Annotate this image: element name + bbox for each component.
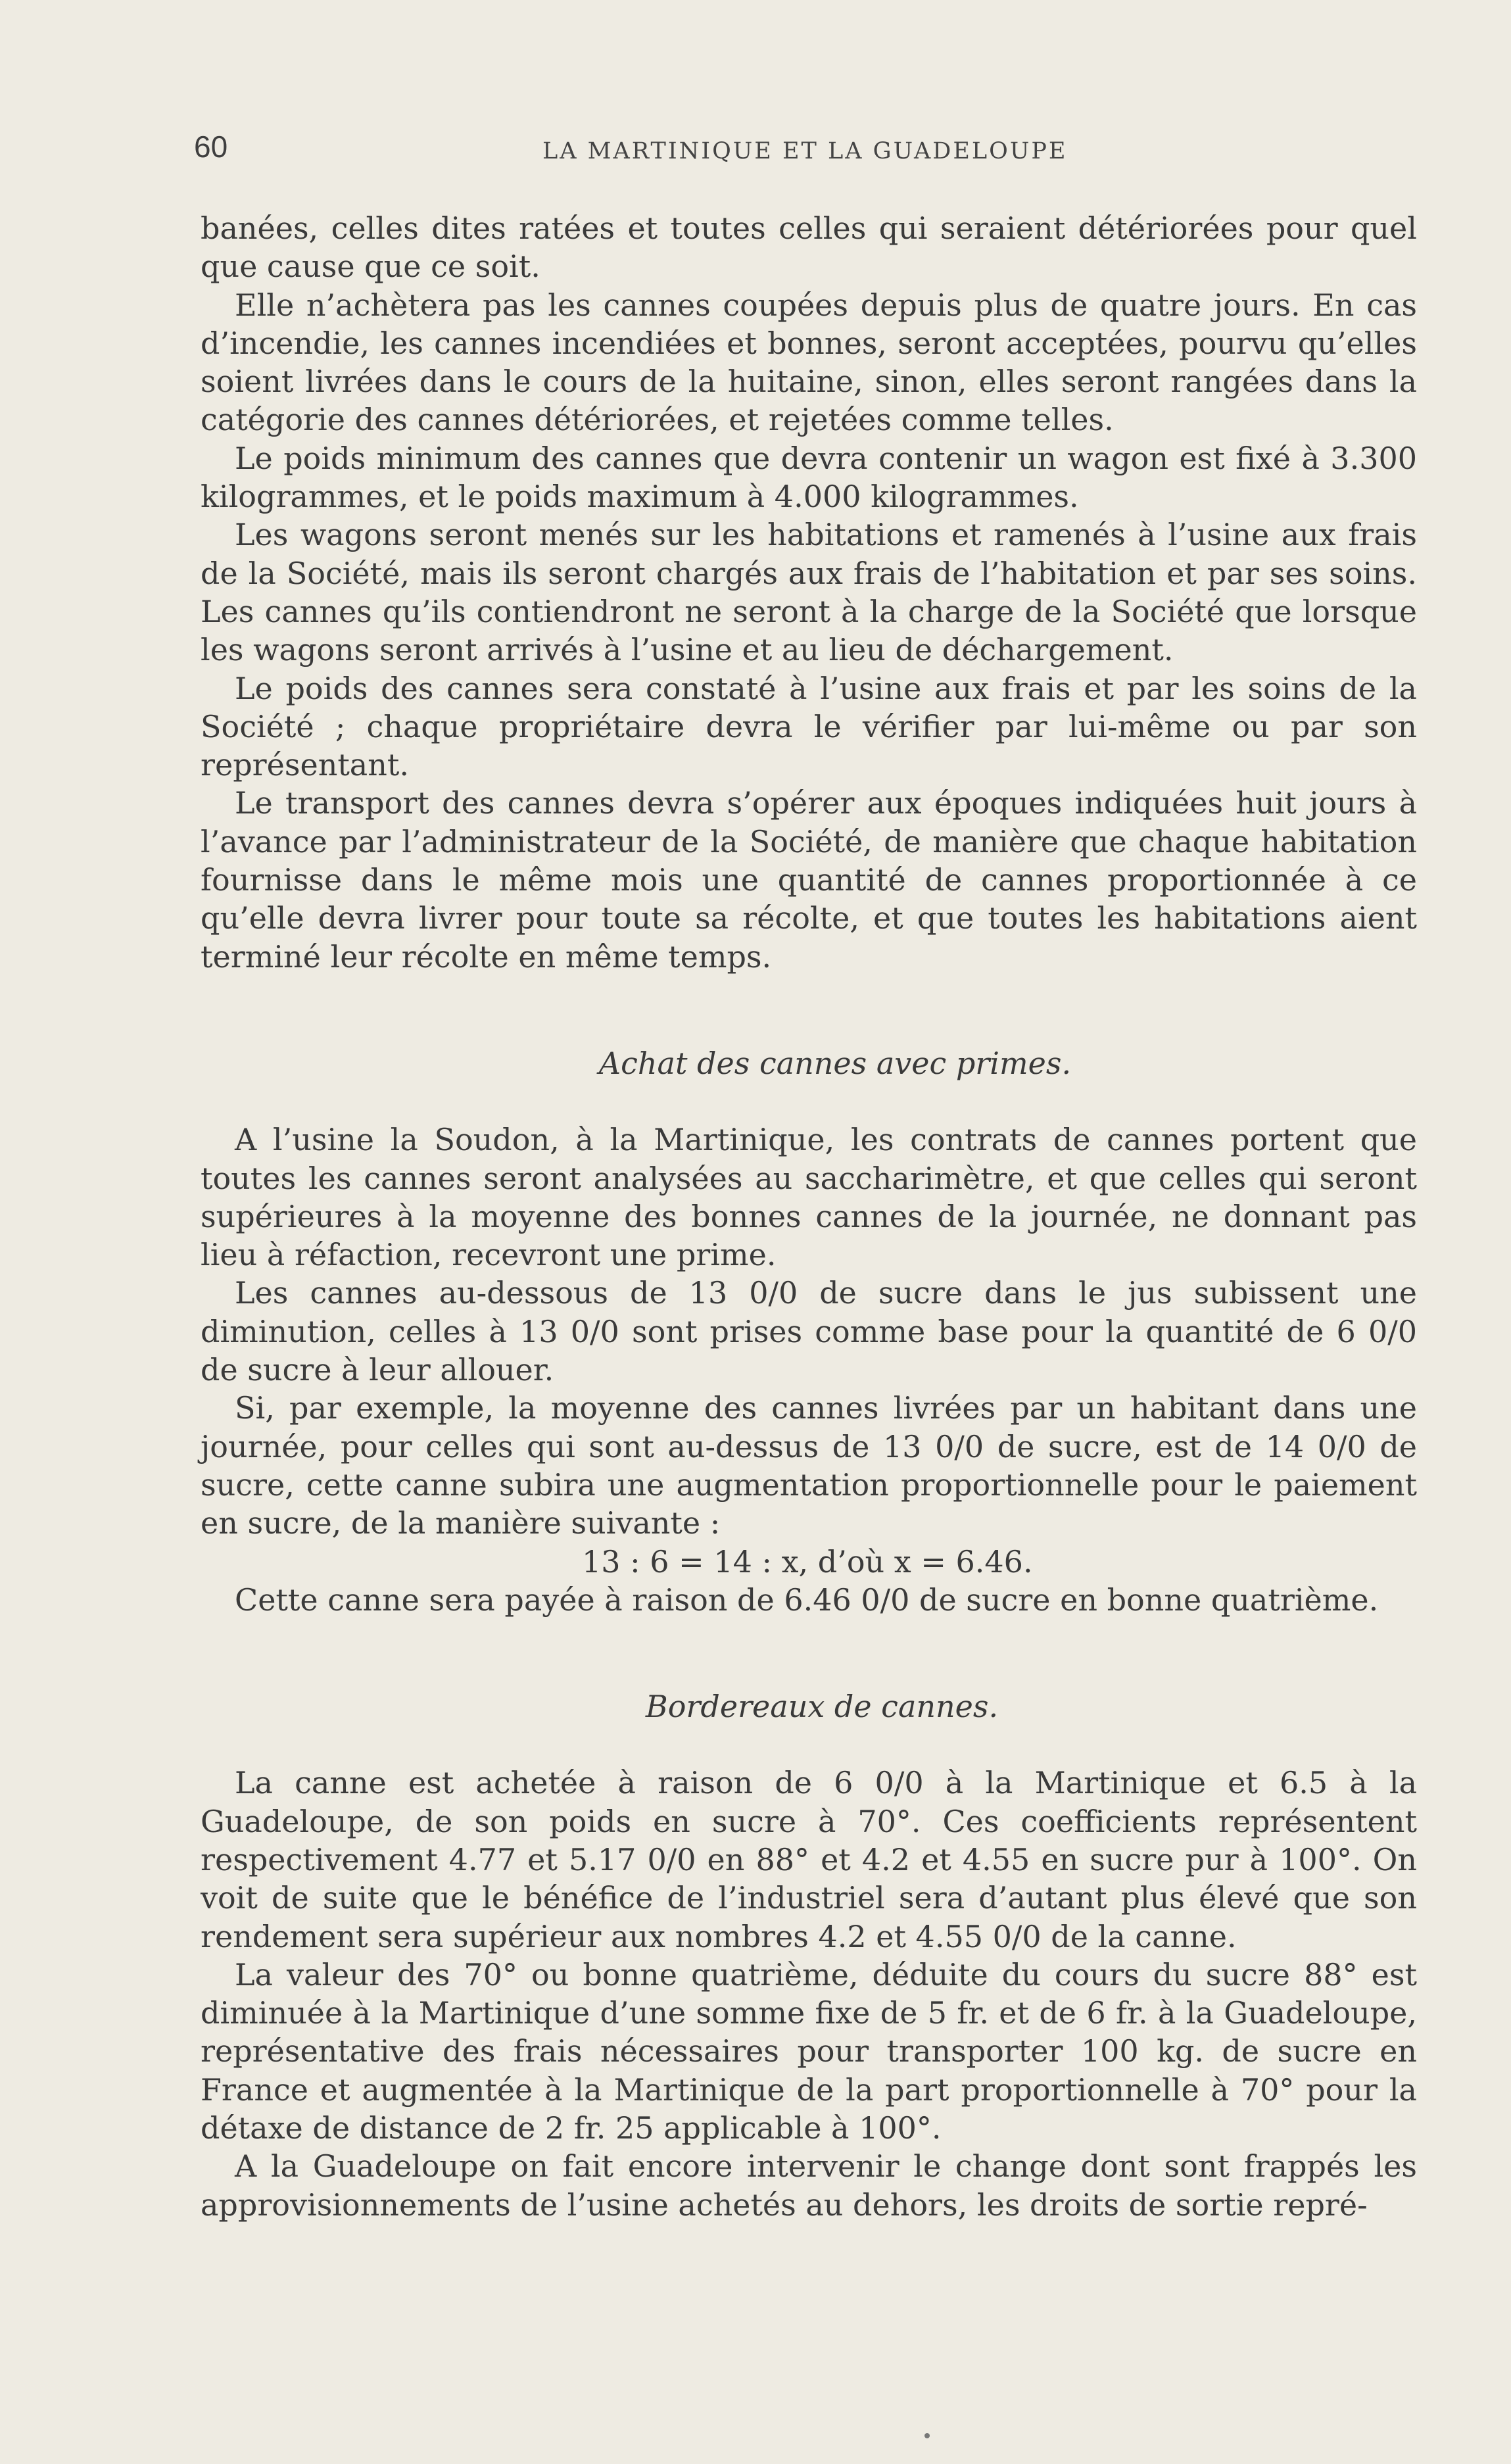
paragraph: Le transport des cannes devra s’opérer aux époques indiquées huit jours à l’avance par l’administrateur de la Société, de manière que chaque habitation fournisse dans le même mois une quantité de cannes proportionnée à ce qu’elle devra livrer pour toute sa récolte, et que toutes les habitations aient terminé leur récolte en même temps. [201, 785, 1417, 975]
running-head: LA MARTINIQUE ET LA GUADELOUPE [542, 138, 1068, 164]
paragraph: banées, celles dites ratées et toutes celles qui seraient détériorées pour quel que cause que ce soit. [201, 210, 1417, 285]
paragraph: A la Guadeloupe on fait encore intervenir le change dont sont frappés les approvisionnements de l’usine achetés au dehors, les droits de sortie repré- [201, 2148, 1417, 2223]
paragraph: Elle n’achètera pas les cannes coupées depuis plus de quatre jours. En cas d’incendie, les cannes incendiées et bonnes, seront acceptées, pourvu qu’elles soient livrées dans le cours de la huitaine, sinon, elles seront rangées dans la catégorie des cannes détériorées, et rejetées comme telles. [201, 287, 1417, 438]
page-number: 60 [194, 130, 228, 164]
print-speck [924, 2433, 930, 2438]
paragraph: Le poids des cannes sera constaté à l’usine aux frais et par les soins de la Société ; chaque propriétaire devra le vérifier par lui-même ou par son représentant. [201, 670, 1417, 783]
paragraph: Les wagons seront menés sur les habitations et ramenés à l’usine aux frais de la Société, mais ils seront chargés aux frais de l’habitation et par ses soins. Les cannes qu’ils contiendront ne seront à la charge de la Société que lorsque les wagons seront arrivés à l’usine et au lieu de déchargement. [201, 517, 1417, 668]
paragraph: Les cannes au-dessous de 13 0/0 de sucre dans le jus subissent une diminution, celles à 13 0/0 sont prises comme base pour la quantité de 6 0/0 de sucre à leur allouer. [201, 1275, 1417, 1388]
body-text [201, 209, 1417, 2224]
paragraph: La valeur des 70° ou bonne quatrième, déduite du cours du sucre 88° est diminuée à la Martinique d’une somme fixe de 5 fr. et de 6 fr. à la Guadeloupe, représentative des frais nécessaires pour transporter 100 kg. de sucre en France et augmentée à la Martinique de la part proportionnelle à 70° pour la détaxe de distance de 2 fr. 25 applicable à 100°. [201, 1956, 1417, 2146]
formula: 13 : 6 = 14 : x, d’où x = 6.46. [582, 1543, 1033, 1580]
section-heading: Achat des cannes avec primes. [598, 1045, 1072, 1081]
page-header [194, 129, 1417, 175]
paragraph: A l’usine la Soudon, à la Martinique, les contrats de cannes portent que toutes les cannes seront analysées au saccharimètre, et que celles qui seront supérieures à la moyenne des bonnes cannes de la journée, ne donnant pas lieu à réfaction, recevront une prime. [201, 1122, 1417, 1273]
paragraph: Le poids minimum des cannes que devra contenir un wagon est fixé à 3.300 kilogrammes, et le poids maximum à 4.000 kilogrammes. [201, 440, 1417, 515]
paragraph: La canne est achetée à raison de 6 0/0 à la Martinique et 6.5 à la Guadeloupe, de son poids en sucre à 70°. Ces coefficients représentent respectivement 4.77 et 5.17 0/0 en 88° et 4.2 et 4.55 en sucre pur à 100°. On voit de suite que le bénéfice de l’industriel sera d’autant plus élevé que son rendement sera supérieur aux nombres 4.2 et 4.55 0/0 de la canne. [201, 1765, 1417, 1954]
paragraph: Cette canne sera payée à raison de 6.46 0/0 de sucre en bonne quatrième. [235, 1582, 1379, 1618]
paragraph: Si, par exemple, la moyenne des cannes livrées par un habitant dans une journée, pour celles qui sont au-dessus de 13 0/0 de sucre, est de 14 0/0 de sucre, cette canne subira une augmentation proportionnelle pour le paiement en sucre, de la manière suivante : [201, 1390, 1417, 1541]
section-heading: Bordereaux de cannes. [645, 1689, 999, 1725]
